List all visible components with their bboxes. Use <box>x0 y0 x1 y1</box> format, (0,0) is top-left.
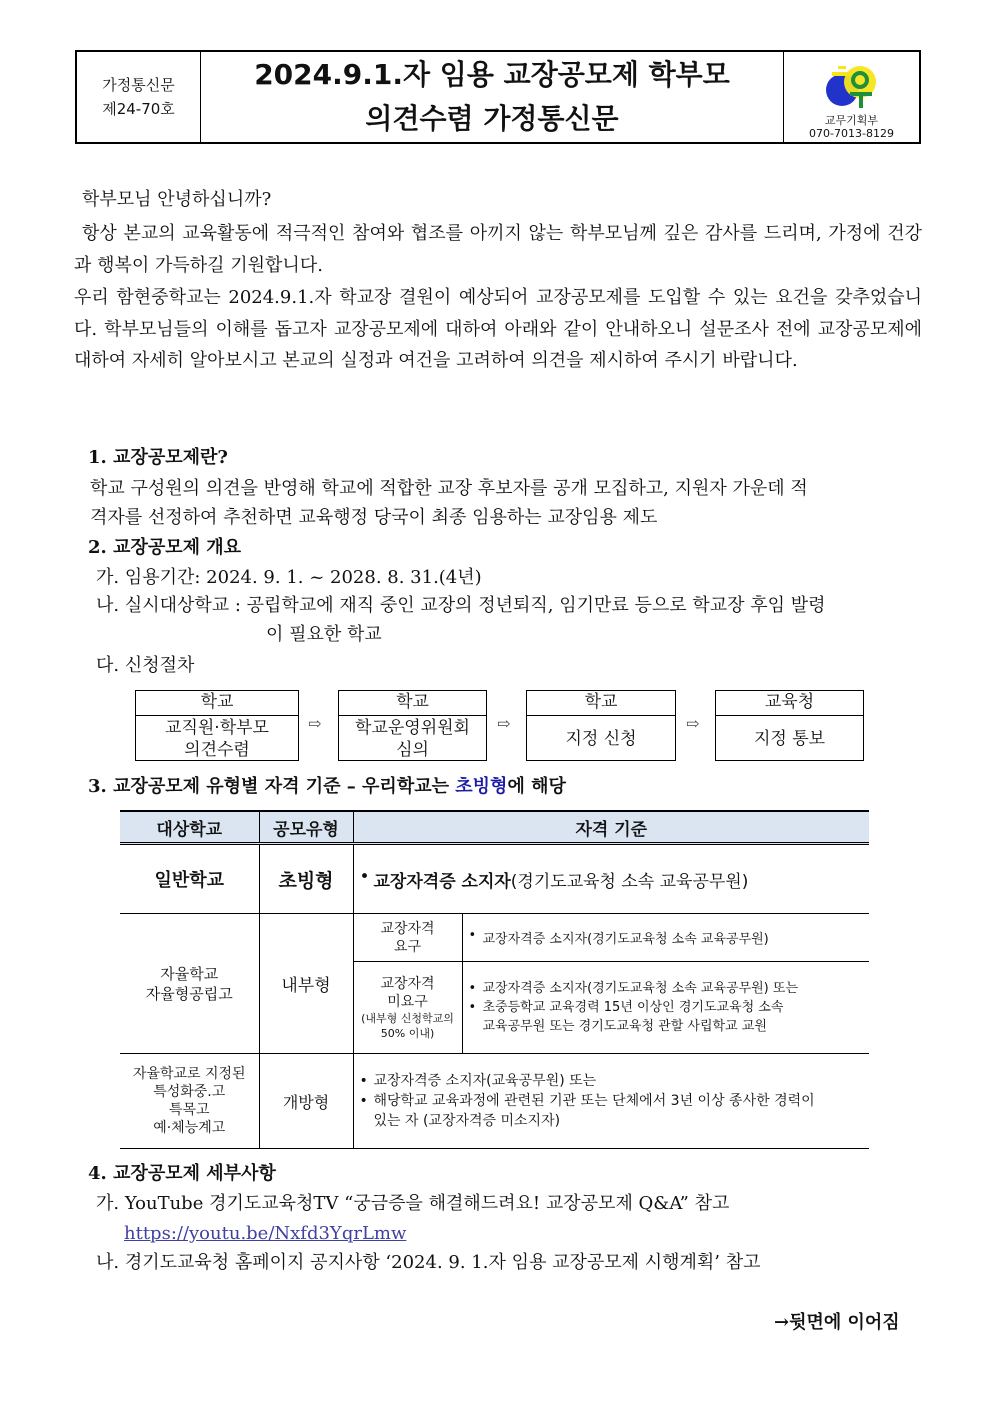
row3-school-line: 예·체능계고 <box>153 1120 226 1136</box>
table-header-row <box>120 811 869 844</box>
flow-step-body: 교직원·학부모 <box>165 718 269 738</box>
section-3-heading-post: 에 해당 <box>507 776 566 797</box>
flow-step-head: 학교 <box>527 691 675 716</box>
row2-sub2-label-line: 교장자격 <box>380 975 435 992</box>
row3-criteria-text: 해당학교 교육과정에 관련된 기관 또는 단체에서 3년 이상 종사한 경력이 <box>373 1093 815 1109</box>
row2-sub2-note: (내부형 신청학교의 <box>361 1011 454 1025</box>
dept-name: 교무기획부 <box>824 114 879 127</box>
row3-school-line: 자율학교로 지정된 <box>132 1066 246 1082</box>
flow-step-3 <box>526 690 676 761</box>
flow-step-body: 의견수렴 <box>184 740 250 760</box>
row2-sub1-label <box>353 914 462 962</box>
section-4-heading: 4. 교장공모제 세부사항 <box>88 1163 276 1184</box>
section-2-target-line-2: 이 필요한 학교 <box>266 624 382 645</box>
flow-step-body: 학교운영위원회 <box>355 718 470 738</box>
row2-sub1-criteria <box>462 914 869 962</box>
table-row <box>120 844 869 914</box>
row1-school: 일반학교 <box>120 844 259 914</box>
row3-school-line: 특성화중.고 <box>153 1084 226 1100</box>
row2-sub2-criteria-text: 초중등학교 교육경력 15년 이상인 경기도교육청 소속 <box>482 1000 784 1015</box>
header-box <box>75 50 921 144</box>
flow-step-body: 심의 <box>396 740 429 760</box>
row1-criteria <box>353 844 869 914</box>
section-1-heading: 1. 교장공모제란? <box>88 447 228 468</box>
section-2-procedure: 다. 신청절차 <box>96 655 195 676</box>
greeting: 학부모님 안녕하십니까? <box>82 189 272 210</box>
row1-type: 초빙형 <box>259 844 353 914</box>
dept-phone: 070-7013-8129 <box>809 127 894 140</box>
row2-sub2-criteria-text: 교육공무원 또는 경기도교육청 관할 사립학교 교원 <box>482 1019 767 1034</box>
row1-criteria-rest: (경기도교육청 소속 교육공무원) <box>510 871 749 892</box>
school-logo-icon <box>824 60 880 112</box>
row2-sub2-criteria <box>462 962 869 1054</box>
doc-info <box>77 52 201 142</box>
flow-step-body: 지정 통보 <box>753 729 826 749</box>
title-line-1: 2024.9.1.자 임용 교장공모제 학부모 <box>254 58 730 91</box>
section-2-target-line-1: 나. 실시대상학교 : 공립학교에 재직 중인 교장의 정년퇴직, 임기만료 등으로 학교장 후임 발령 <box>96 595 826 616</box>
section-3-heading <box>88 773 566 801</box>
flow-step-head: 교육청 <box>716 691 863 716</box>
flow-arrow-icon: ⇨ <box>308 714 322 733</box>
flow-arrow-icon: ⇨ <box>497 714 511 733</box>
row2-school-line: 자율학교 <box>160 964 219 983</box>
row2-type: 내부형 <box>259 914 353 1054</box>
row2-sub1-label-line: 요구 <box>393 938 422 955</box>
row2-sub1-criteria-item: • 교장자격증 소지자(경기도교육청 소속 교육공무원) <box>469 928 864 947</box>
flow-step-head: 학교 <box>136 691 298 716</box>
section-4-youtube: 가. YouTube 경기도교육청TV “궁금증을 해결해드려요! 교장공모제 Q&A” 참고 <box>96 1193 730 1214</box>
row3-school <box>120 1054 259 1149</box>
intro-paragraph-1: 항상 본교의 교육활동에 적극적인 참여와 협조를 아끼지 않는 학부모님께 깊은 감사를 드리며, 가정에 건강과 행복이 가득하길 기원합니다. <box>74 223 922 276</box>
row2-sub2-criteria-item <box>469 998 864 1036</box>
row3-criteria-item <box>360 1091 864 1131</box>
qualification-table <box>120 810 869 1149</box>
flow-step-head: 학교 <box>339 691 486 716</box>
section-3-highlight: 초빙형 <box>455 776 508 797</box>
page-title <box>201 52 783 142</box>
intro-paragraph-2: 우리 함현중학교는 2024.9.1.자 학교장 결원이 예상되어 교장공모제를 도입할 수 있는 요건을 갖추었습니다. 학부모님들의 이해를 돕고자 교장공모제에 대하여 아래와 같이 안내하오니 설문조사 전에 교장공모제에 대하여 자세히 알아보시고 본교의 실정과 여건을 고려하여 의견을 제시하여 주시기 바랍니다. <box>74 287 922 371</box>
section-3-heading-pre: 3. 교장공모제 유형별 자격 기준 – 우리학교는 <box>88 776 456 797</box>
flow-arrow-icon: ⇨ <box>686 714 700 733</box>
row2-sub2-note: 50% 이내) <box>380 1026 435 1040</box>
flow-step-body: 지정 신청 <box>565 729 637 749</box>
dept-contact <box>784 114 919 140</box>
row2-sub2-criteria-item: • 교장자격증 소지자(경기도교육청 소속 교육공무원) 또는 <box>469 979 864 998</box>
row3-school-line: 특목고 <box>168 1102 210 1118</box>
col-header-school: 대상학교 <box>120 811 259 844</box>
row2-sub2-label-line: 미요구 <box>387 993 428 1010</box>
row2-school-line: 자율형공립고 <box>145 984 233 1003</box>
section-2-term: 가. 임용기간: 2024. 9. 1. ~ 2028. 8. 31.(4년) <box>96 567 482 588</box>
row2-school <box>120 914 259 1054</box>
row3-criteria-item: • 교장자격증 소지자(교육공무원) 또는 <box>360 1071 864 1091</box>
doc-number: 제24-70호 <box>102 100 175 118</box>
row2-sub1-label-line: 교장자격 <box>380 920 435 937</box>
row3-criteria-text: 있는 자 (교장자격증 미소지자) <box>373 1113 561 1129</box>
header-right <box>783 52 919 142</box>
section-4-notice: 나. 경기도교육청 홈페이지 공지사항 ‘2024. 9. 1.자 임용 교장공모제 시행계획’ 참고 <box>96 1252 761 1273</box>
row1-criteria-bold: 교장자격증 소지자 <box>373 871 511 892</box>
section-1-line-2: 격자를 선정하여 추천하면 교육행정 당국이 최종 임용하는 교장임용 제도 <box>90 507 658 528</box>
doc-type: 가정통신문 <box>102 76 175 94</box>
row2-sub2-label <box>353 962 462 1054</box>
flow-step-2 <box>338 690 487 761</box>
row3-criteria <box>353 1054 869 1149</box>
section-1-line-1: 학교 구성원의 의견을 반영해 학교에 적합한 교장 후보자를 공개 모집하고, 지원자 가운데 적 <box>90 478 808 499</box>
flow-step-1 <box>135 690 299 761</box>
title-line-2: 의견수렴 가정통신문 <box>365 102 619 135</box>
row3-type: 개방형 <box>259 1054 353 1149</box>
continue-note: →뒷면에 이어짐 <box>774 1312 900 1333</box>
col-header-criteria: 자격 기준 <box>353 811 869 844</box>
youtube-link[interactable]: https://youtu.be/Nxfd3YqrLmw <box>124 1223 407 1244</box>
flow-step-4 <box>715 690 864 761</box>
col-header-type: 공모유형 <box>259 811 353 844</box>
section-2-heading: 2. 교장공모제 개요 <box>88 537 242 558</box>
table-row <box>120 914 869 962</box>
table-row <box>120 1054 869 1149</box>
